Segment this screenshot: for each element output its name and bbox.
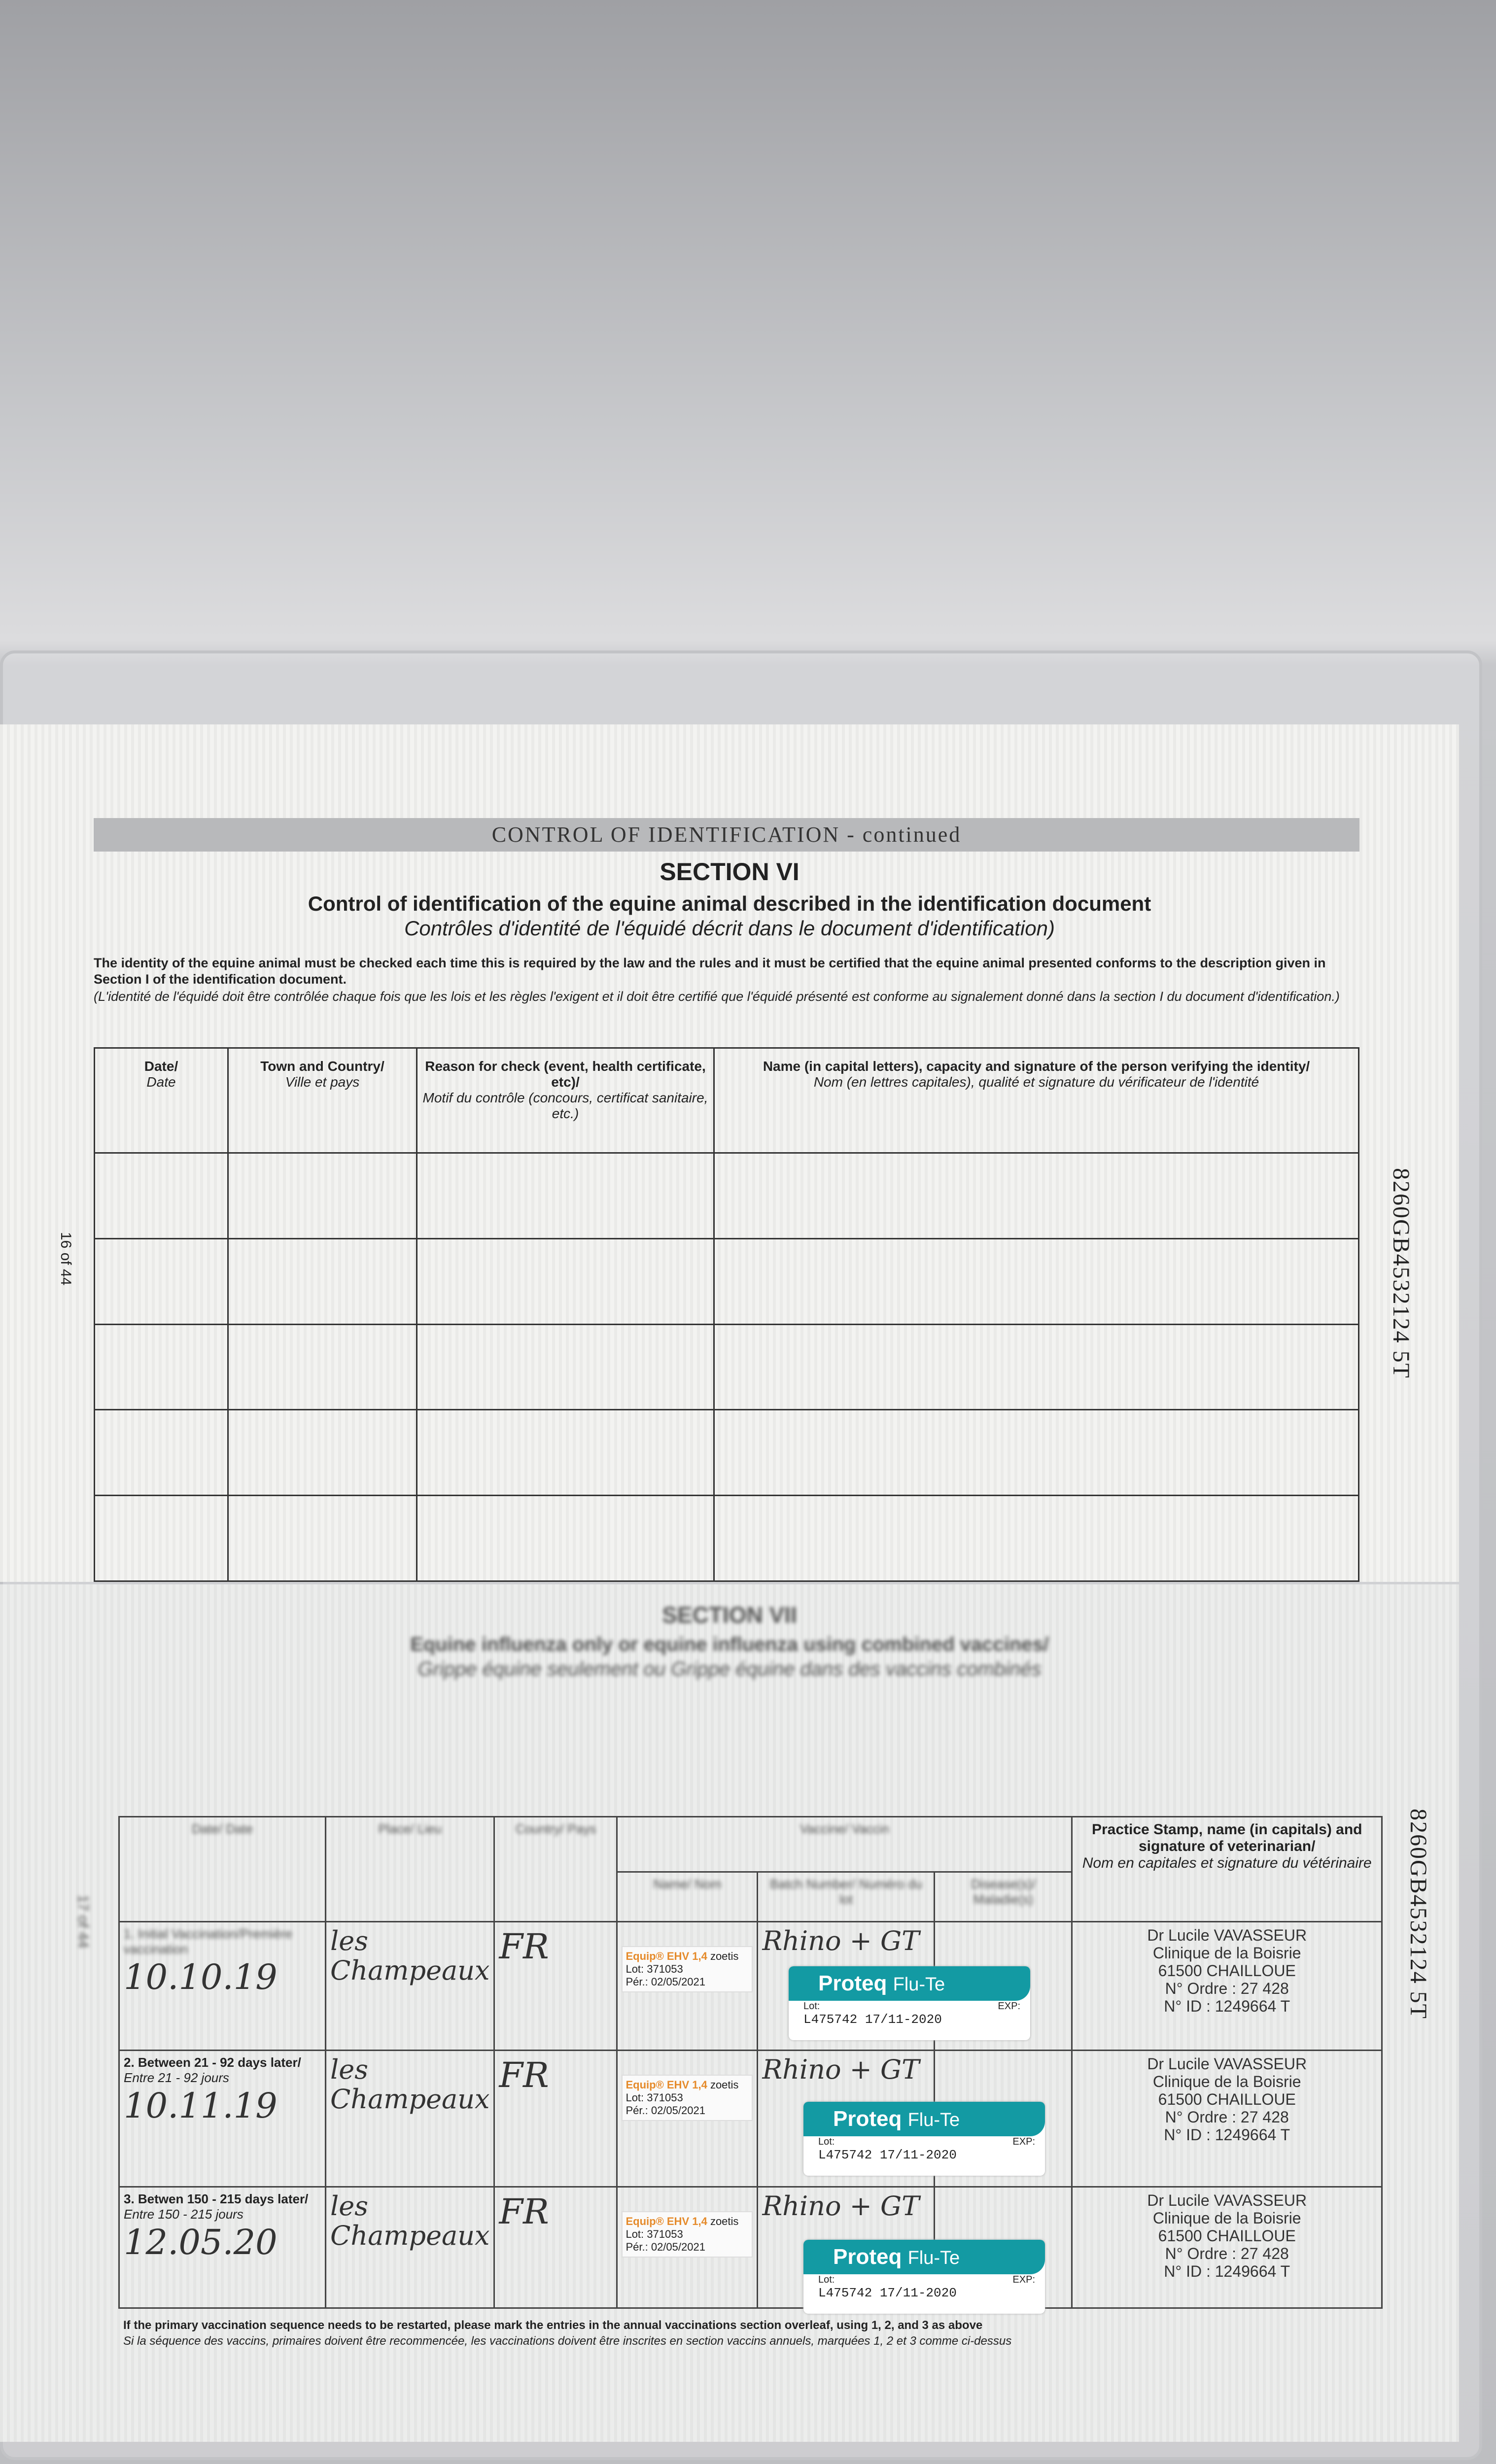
vet-stamp: Dr Lucile VAVASSEUR Clinique de la Boisrie 61500 CHAILLOUE N° Ordre : 27 428 N° ID : 1249664 T xyxy=(1147,2055,1307,2144)
vaccine-sticker: Equip® EHV 1,4 zoetis Lot: 371053 Pér.: 02/05/2021 xyxy=(622,2075,753,2121)
footnote-fr: Si la séquence des vaccins, primaires doivent être recommencée, les vaccinations doivent être inscrites en section vaccins annuels, marquées 1, 2 et 3 comme ci-dessus xyxy=(123,2334,1012,2348)
row-stamp-cell xyxy=(1072,2051,1382,2187)
row-country-cell: FR xyxy=(494,2187,617,2308)
row-country-cell: FR xyxy=(494,2051,617,2187)
vaccine-sticker: Equip® EHV 1,4 zoetis Lot: 371053 Pér.: 02/05/2021 xyxy=(622,2211,753,2258)
passport-page-16 xyxy=(0,724,1459,1582)
table-row xyxy=(95,1153,1359,1239)
section-title-fr: Contrôles d'identité de l'équidé décrit dans le document d'identification) xyxy=(404,917,1055,940)
column-header-country: Country/ Pays xyxy=(494,1817,617,1922)
proteq-sticker: Proteq Flu-Te Lot: EXP: L475742 17/11-2020 xyxy=(803,2240,1045,2314)
column-header-batch: Batch Number/ Numéro du lot xyxy=(758,1872,935,1921)
vaccination-table xyxy=(118,1816,1383,2309)
vet-stamp: Dr Lucile VAVASSEUR Clinique de la Boisrie 61500 CHAILLOUE N° Ordre : 27 428 N° ID : 1249664 T xyxy=(1147,1926,1307,2016)
page-banner: CONTROL OF IDENTIFICATION - continued xyxy=(94,818,1359,852)
row-stamp-cell xyxy=(1072,1922,1382,2051)
row-stamp-cell xyxy=(1072,2187,1382,2308)
page-number: 16 of 44 xyxy=(58,1232,74,1286)
table-row xyxy=(119,1922,1382,2051)
vet-stamp: Dr Lucile VAVASSEUR Clinique de la Boisrie 61500 CHAILLOUE N° Ordre : 27 428 N° ID : 1249664 T xyxy=(1147,2191,1307,2281)
table-row xyxy=(95,1410,1359,1496)
passport-page-17 xyxy=(0,1584,1459,2442)
column-header-vaccine: Vaccine/ Vaccin xyxy=(617,1817,1072,1872)
row-batch-cell: Rhino + GT xyxy=(758,2051,935,2187)
proteq-sticker: Proteq Flu-Te Lot: EXP: L475742 17/11-2020 xyxy=(803,2102,1045,2176)
row-country-cell: FR xyxy=(494,1922,617,2051)
passport-serial: 8260GB4532124 5T xyxy=(1405,1809,1431,2019)
column-header-name: Name/ Nom xyxy=(617,1872,758,1921)
row-batch-cell: Rhino + GT xyxy=(758,1922,935,2051)
passport-serial: 8260GB4532124 5T xyxy=(1388,1168,1414,1379)
row-date-cell: 1. Initial Vaccination/Première vaccination 10.10.19 xyxy=(119,1922,326,2051)
section-title: Control of identification of the equine animal described in the identification document xyxy=(308,892,1151,915)
column-header-date: Date/ Date xyxy=(119,1817,326,1922)
column-header-disease: Disease(s)/ Maladie(s) xyxy=(935,1872,1072,1921)
row-place-cell: les Champeaux xyxy=(326,2187,494,2308)
column-header-date: Date/ Date xyxy=(95,1048,228,1153)
column-header-verifier: Name (in capital letters), capacity and signature of the person verifying the identity/ Nom (en lettres capitales), qualité et signature du vérificateur de l'identité xyxy=(714,1048,1359,1153)
section-title: Equine influenza only or equine influenza using combined vaccines/ xyxy=(410,1634,1049,1655)
row-vaccine-name-cell xyxy=(617,2187,758,2308)
row-vaccine-name-cell xyxy=(617,2051,758,2187)
table-row xyxy=(95,1324,1359,1410)
table-row xyxy=(119,2187,1382,2308)
page-number: 17 of 44 xyxy=(75,1895,91,1949)
row-place-cell: les Champeaux xyxy=(326,2051,494,2187)
column-header-stamp: Practice Stamp, name (in capitals) and signature of veterinarian/ Nom en capitales et signature du vétérinaire xyxy=(1072,1817,1382,1922)
intro-text-fr: (L'identité de l'équidé doit être contrôlée chaque fois que les lois et les règles l'exigent et il doit être certifié que l'équidé présenté est conforme au signalement donné dans la section I du document d'identification.) xyxy=(94,989,1340,1004)
column-header-town: Town and Country/ Ville et pays xyxy=(228,1048,417,1153)
proteq-sticker: Proteq Flu-Te Lot: EXP: L475742 17/11-2020 xyxy=(789,1966,1030,2040)
section-heading: SECTION VII xyxy=(662,1602,797,1628)
intro-text: The identity of the equine animal must be checked each time this is required by the law and the rules and it must be certified that the equine animal presented conforms to the description given in Section I of the identification document. xyxy=(94,956,1326,987)
footnote: If the primary vaccination sequence needs to be restarted, please mark the entries in the annual vaccinations section overleaf, using 1, 2, and 3 as above xyxy=(123,2319,983,2332)
column-header-place: Place/ Lieu xyxy=(326,1817,494,1922)
section-title-fr: Grippe équine seulement ou Grippe équine dans des vaccins combinés xyxy=(417,1658,1042,1680)
identification-table xyxy=(94,1047,1359,1582)
table-row xyxy=(95,1496,1359,1581)
table-row xyxy=(95,1238,1359,1324)
table-row xyxy=(119,2051,1382,2187)
column-header-reason: Reason for check (event, health certificate, etc)/ Motif du contrôle (concours, certificat sanitaire, etc.) xyxy=(417,1048,714,1153)
row-batch-cell: Rhino + GT xyxy=(758,2187,935,2308)
row-date-cell: 3. Betwen 150 - 215 days later/ Entre 150 - 215 jours 12.05.20 xyxy=(119,2187,326,2308)
vaccine-sticker: Equip® EHV 1,4 zoetis Lot: 371053 Pér.: 02/05/2021 xyxy=(622,1946,753,1992)
row-vaccine-name-cell xyxy=(617,1922,758,2051)
row-date-cell: 2. Between 21 - 92 days later/ Entre 21 - 92 jours 10.11.19 xyxy=(119,2051,326,2187)
section-heading: SECTION VI xyxy=(660,858,800,886)
table-header-row xyxy=(119,1817,1382,1872)
row-place-cell: les Champeaux xyxy=(326,1922,494,2051)
table-header-row xyxy=(95,1048,1359,1153)
